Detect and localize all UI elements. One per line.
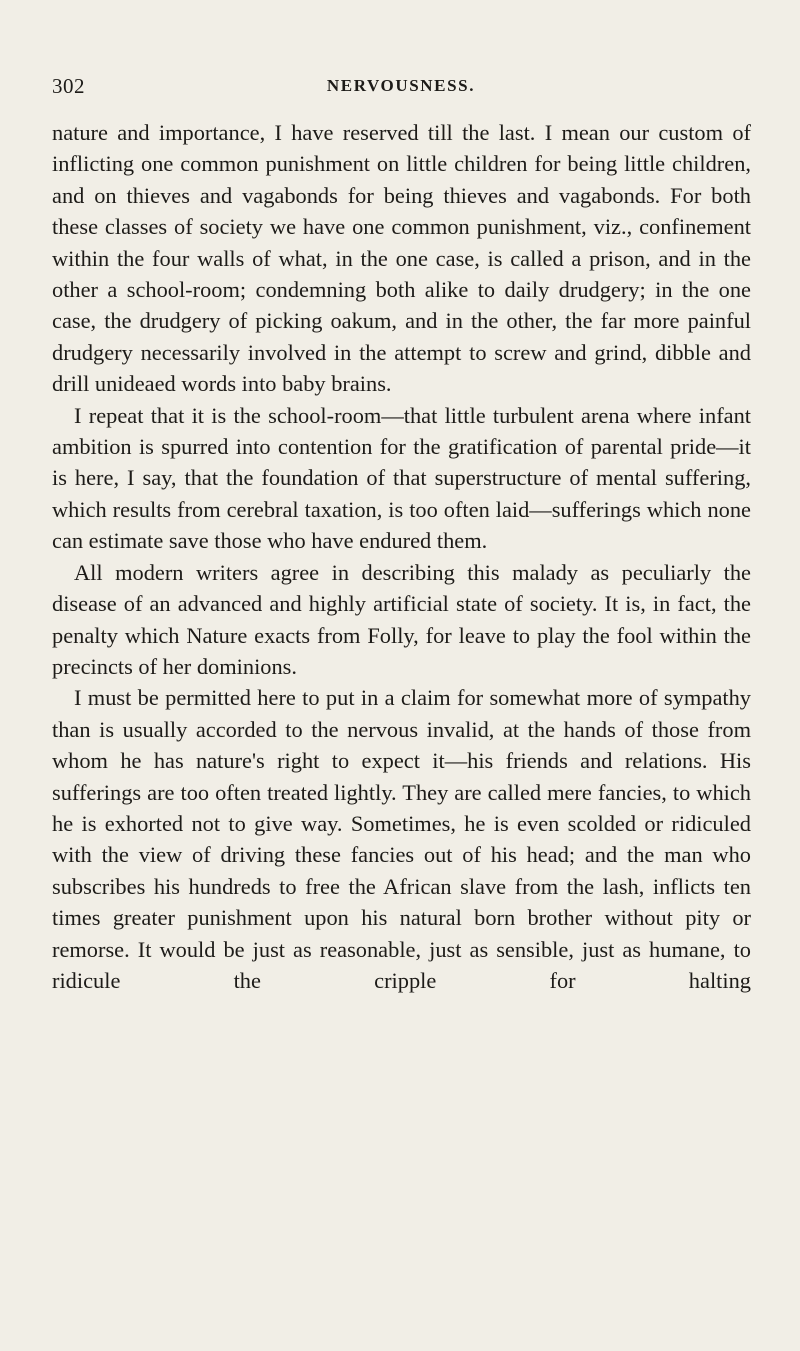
running-head (52, 74, 750, 100)
paragraph-sympathy: I must be permitted here to put in a claim for somewhat more of sympathy than is usually accorded to the nervous invalid, at the hands of those from whom he has nature's right to expect it—his friends and relations. His sufferings are too often treated lightly. They are called mere fancies, to which he is exhorted not to give way. Sometimes, he is even scolded or ridiculed with the view of driving these fancies out of his head; and the man who subscribes his hundreds to free the African slave from the lash, inflicts ten times greater punishment upon his natural born brother without pity or remorse. It would be just as reasonable, just as sensible, just as humane, to ridicule the cripple for halting (52, 685, 751, 993)
paragraph-school-room: I repeat that it is the school-room—that little turbulent arena where infant ambition is spurred into contention for the gratification of parental pride—it is here, I say, that the foundation of that superstructure of mental suffering, which results from cerebral taxation, is too often laid—sufferings which none can estimate save those who have endured them. (52, 402, 751, 554)
paragraph-modern-writers: All modern writers agree in describing this malady as peculiarly the disease of an advanced and highly artificial state of society. It is, in fact, the penalty which Nature exacts from Folly, for leave to play the fool within the precincts of her dominions. (52, 559, 751, 679)
body-text (52, 117, 751, 996)
page-number: 302 (52, 74, 85, 98)
running-title: NERVOUSNESS. (326, 76, 476, 95)
paragraph-continuation: nature and importance, I have reserved till the last. I mean our custom of inflicting one common punishment on little children for being little children, and on thieves and vagabonds for being thieves and vagabonds. For both these classes of society we have one common punishment, viz., confinement within the four walls of what, in the one case, is called a prison, and in the other a school-room; condemning both alike to daily drudgery; in the one case, the drudgery of picking oakum, and in the other, the far more painful drudgery necessarily involved in the attempt to screw and grind, dibble and drill unideaed words into baby brains. (52, 120, 751, 397)
